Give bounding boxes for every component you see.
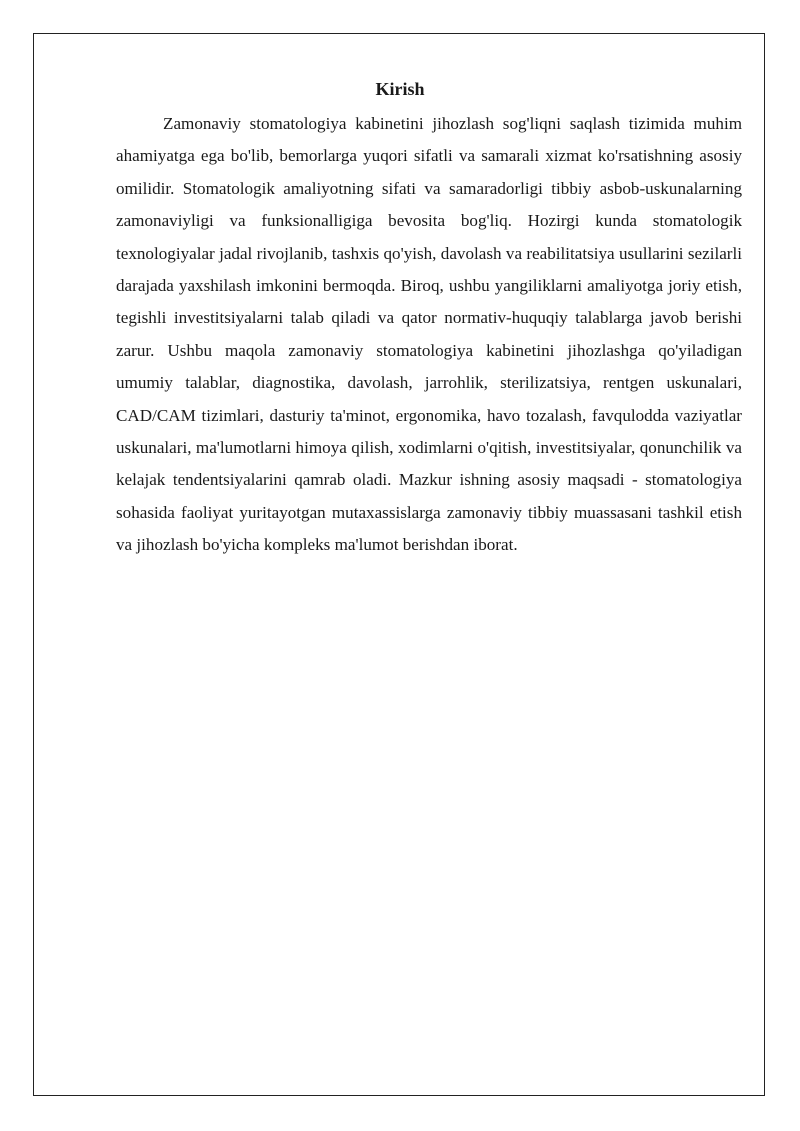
intro-paragraph: Zamonaviy stomatologiya kabinetini jihozlash sog'liqni saqlash tizimida muhim ahamiyatga ega bo'lib, bemorlarga yuqori sifatli va samarali xizmat ko'rsatishning asosiy omilidir. Stomatologik amaliyotning sifati va samaradorligi tibbiy asbob-uskunalarning zamonaviyligi va funksionalligiga bevosita bog'liq. Hozirgi kunda stomatologik texnologiyalar jadal rivojlanib, tashxis qo'yish, davolash va reabilitatsiya usullarini sezilarli darajada yaxshilash imkonini bermoqda. Biroq, ushbu yangiliklarni amaliyotga joriy etish, tegishli investitsiyalarni talab qiladi va qator normativ-huquqiy talablarga javob berishi zarur. Ushbu maqola zamonaviy stomatologiya kabinetini jihozlashga qo'yiladigan umumiy talablar, diagnostika, davolash, jarrohlik, sterilizatsiya, rentgen uskunalari, CAD/CAM tizimlari, dasturiy ta'minot, ergonomika, havo tozalash, favqulodda vaziyatlar uskunalari, ma'lumotlarni himoya qilish, xodimlarni o'qitish, investitsiyalar, qonunchilik va kelajak tendentsiyalarini qamrab oladi. Mazkur ishning asosiy maqsadi - stomatologiya sohasida faoliyat yuritayotgan mutaxassislarga zamonaviy tibbiy muassasani tashkil etish va jihozlash bo'yicha kompleks ma'lumot berishdan iborat. [116,114,742,555]
section-heading: Kirish [375,79,425,99]
